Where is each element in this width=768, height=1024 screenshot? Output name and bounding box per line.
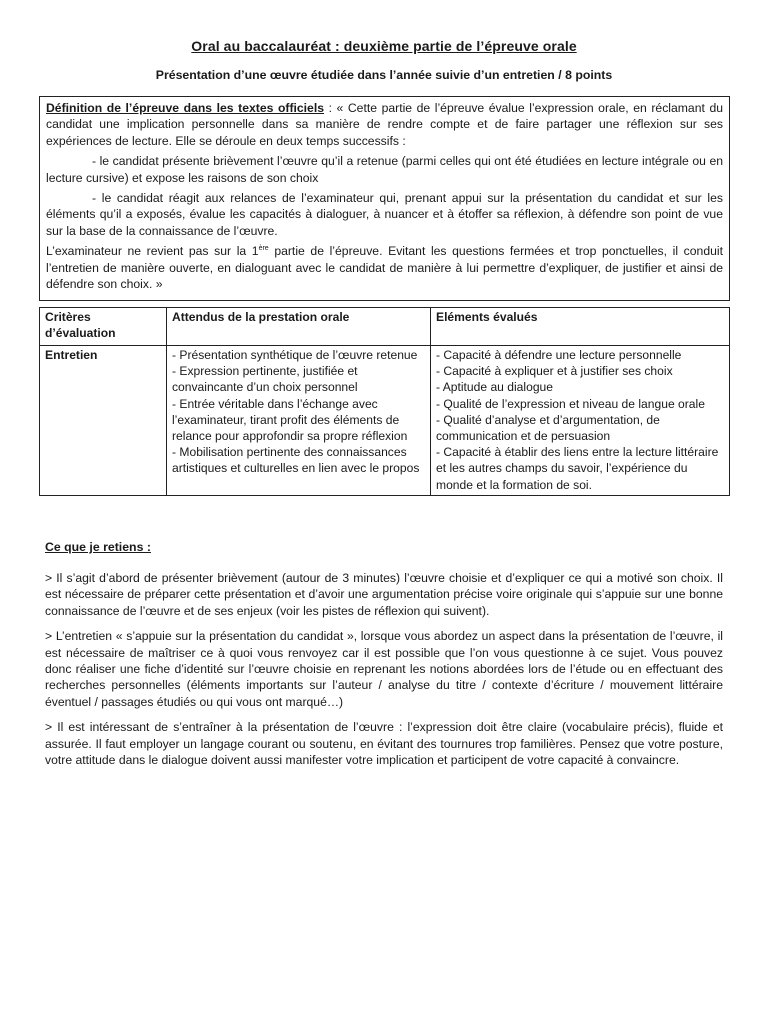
- definition-closing: [46, 243, 723, 292]
- list-item: - Capacité à défendre une lecture personnelle: [436, 348, 682, 362]
- list-item: - Présentation synthétique de l’œuvre retenue: [172, 348, 418, 362]
- retiens-paragraph-3: > Il est intéressant de s’entraîner à la présentation de l’œuvre : l’expression doit être claire (vocabulaire précis), fluide et assurée. Il faut employer un langage courant ou soutenu, en évitant des tournures trop familières. Pensez que votre posture, votre attitude dans le dialogue doivent aussi manifester votre implication et participent de votre capacité à convaincre.: [45, 720, 723, 768]
- table-header-evaluated: Eléments évalués: [431, 308, 730, 346]
- retiens-heading: Ce que je retiens :: [45, 540, 151, 554]
- list-item: - Expression pertinente, justifiée et convaincante d’un choix personnel: [172, 364, 358, 395]
- table-cell-criterion: Entretien: [40, 346, 167, 496]
- list-item: - Qualité de l’expression et niveau de langue orale: [436, 396, 705, 411]
- table-cell-expected: [167, 346, 431, 496]
- definition-intro-text: : « Cette partie de l’épreuve évalue l’expression orale, en réclamant du candidat une implication personnelle dans sa manière de rendre compte et de faire partager une réflexion sur ses expériences de lecture. Elle se déroule en deux temps successifs :: [46, 101, 723, 148]
- table-cell-evaluated: [431, 346, 730, 496]
- definition-box: [39, 96, 730, 301]
- definition-point-2: - le candidat réagit aux relances de l’examinateur qui, prenant appui sur la présentation du candidat et sur les éléments qu’il a exposés, évalue les capacités à dialoguer, à nuancer et à étoffer sa réflexion, à défendre son point de vue sur la base de la connaissance de l’œuvre.: [46, 191, 723, 238]
- retiens-paragraph-1: > Il s’agit d’abord de présenter brièvement (autour de 3 minutes) l’œuvre choisie et d’expliquer ce qui a motivé son choix. Il est nécessaire de préparer cette présentation et d’avoir une argumentation précise voire originale qui s’appuie sur une bonne connaissance de l’œuvre et de ses enjeux (voir les pistes de réflexion qui suivent).: [45, 571, 723, 618]
- closing-superscript: ère: [258, 245, 269, 253]
- list-item: - Qualité d’analyse et d’argumentation, de communication et de persuasion: [436, 412, 660, 444]
- list-item: - Entrée véritable dans l’échange avec l’examinateur, tirant profit des éléments de relance pour approfondir sa propre réflexion: [172, 396, 408, 444]
- page-title: Oral au baccalauréat : deuxième partie de l’épreuve orale: [191, 38, 577, 54]
- list-item: - Mobilisation pertinente des connaissances artistiques et culturelles en lien avec le propos: [172, 445, 420, 476]
- table-header-row: [40, 308, 730, 346]
- list-item: - Capacité à expliquer et à justifier ses choix: [436, 364, 673, 379]
- definition-point-1: - le candidat présente brièvement l’œuvre qu’il a retenue (parmi celles qui ont été étudiées en lecture intégrale ou en lecture cursive) et expose les raisons de son choix: [46, 154, 723, 185]
- page-subtitle: Présentation d’une œuvre étudiée dans l’année suivie d’un entretien / 8 points: [155, 68, 613, 82]
- closing-text-end: partie de l’épreuve. Evitant les questions fermées et trop ponctuelles, il conduit l’entretien de manière ouverte, en dialoguant avec le candidat de manière à lui permettre d’expliquer, de justifier et ainsi de défendre son choix. »: [46, 244, 723, 292]
- closing-text-start: L’examinateur ne revient pas sur la 1: [46, 244, 259, 259]
- definition-lead: Définition de l’épreuve dans les textes officiels: [46, 101, 325, 115]
- retiens-notes: [45, 570, 723, 777]
- table-header-criteria: Critères d’évaluation: [40, 308, 167, 346]
- retiens-paragraph-2: > L’entretien « s’appuie sur la présentation du candidat », lorsque vous abordez un aspect dans la présentation de l’œuvre, il est nécessaire de maîtriser ce à quoi vous renvoyez car il est possible que l’on vous questionne à ce sujet. Vous pouvez donc réaliser une fiche d’identité sur l’œuvre choisie en reprenant les notions abordées lors de l’étude ou en effectuant des recherches personnelles (éléments importants sur l’auteur / analyse du titre / contexte d’écriture / mouvement littéraire éventuel / passages étudiés ou qui vous ont marqué…): [45, 629, 723, 709]
- table-row: [40, 346, 730, 496]
- table-header-expected: Attendus de la prestation orale: [167, 308, 431, 346]
- evaluation-table: [39, 307, 730, 496]
- list-item: - Capacité à établir des liens entre la lecture littéraire et les autres champs du savoir, l’expérience du monde et la formation de soi.: [436, 445, 719, 492]
- definition-intro: [46, 100, 723, 149]
- list-item: - Aptitude au dialogue: [436, 380, 553, 395]
